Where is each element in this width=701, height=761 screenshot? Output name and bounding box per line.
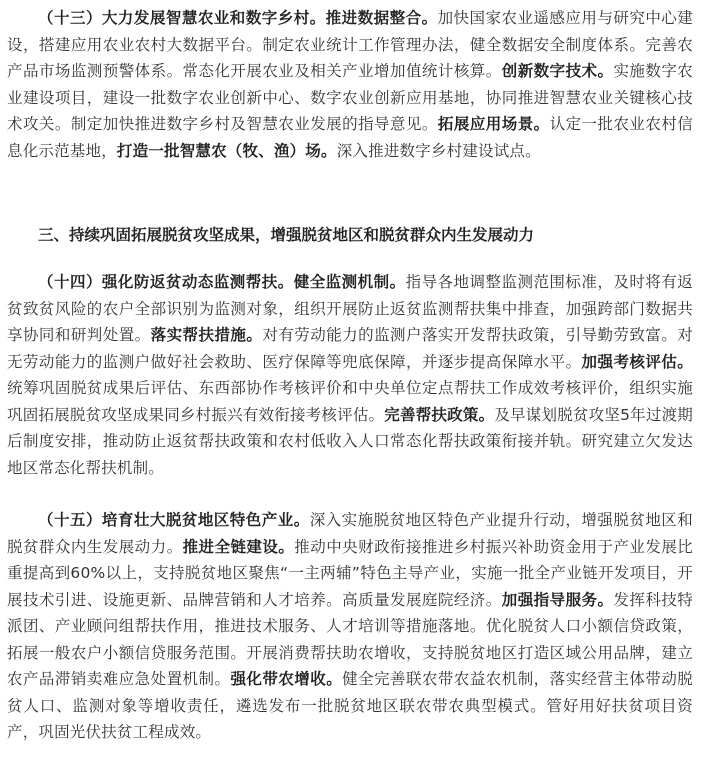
section-15-text-2: 推动中央财政衔接推进乡村振兴补助资金用于产业发展比重提高到60%以上，支持脱贫地区聚焦“一主两辅”特色主导产业，实施一批全产业链开发项目，开展技术引进、设施更新、品牌营销和人才培养。高质量发展庭院经济。: [7, 537, 693, 609]
section-13-subtitle-innovate: 创新数字技术。: [501, 62, 614, 80]
section-14-paragraph: [7, 269, 693, 481]
section-15-subtitle-chain: 推进全链建设。: [182, 537, 295, 556]
section-15-paragraph: [7, 507, 693, 746]
section-13-text-2: 实施数字农业建设项目，建设一批数字农业创新中心、数字农业创新应用基地，协同推进智慧农业关键核心技术攻关。制定加快推进数字乡村及智慧农业发展的指导意见。: [7, 62, 693, 133]
section-14-subtitle-policy: 完善帮扶政策。: [384, 405, 495, 424]
section-13-paragraph: [7, 5, 693, 164]
section-14-subtitle-measures: 落实帮扶措施。: [150, 326, 263, 344]
section-13-text-3: 认定一批农业农村信息化示范基地，: [7, 115, 693, 160]
section-13-text-4: 深入推进数字乡村建设试点。: [336, 141, 541, 160]
section-14-subtitle-assessment: 加强考核评估。: [581, 352, 694, 371]
section-15-subtitle-guidance: 加强指导服务。: [501, 590, 614, 609]
section-15-title: （十五）培育壮大脱贫地区特色产业。: [38, 511, 310, 529]
section-14-text-1: 指导各地调整监测范围标准，及时将有返贫致贫风险的农户全部识别为监测对象，组织开展防止返贫监测帮扶集中排查，加强跨部门数据共享协同和研判处置。: [7, 273, 693, 344]
section-13-subtitle-smart-farm: 打造一批智慧农（牧、渔）场。: [116, 141, 337, 160]
section-15-text-3: 发挥科技特派团、产业顾问组帮扶作用，推进技术服务、人才培训等措施落地。优化脱贫人口小额信贷政策，拓展一般农户小额信贷服务范围。开展消费帮扶助农增收，支持脱贫地区打造区域公用品牌，建立农产品滞销卖难应急处置机制。: [7, 590, 693, 688]
section-13-text-1: 加快国家农业遥感应用与研究中心建设，搭建应用农业农村大数据平台。制定农业统计工作管理办法，健全数据安全制度体系。完善农产品市场监测预警体系。常态化开展农业及相关产业增加值统计核算。: [7, 9, 693, 80]
section-15-text-4: 健全完善联农带农益农机制，落实经营主体带动脱贫人口、监测对象等增收责任，遴选发布一批脱贫地区联农带农典型模式。管好用好扶贫项目资产，巩固光伏扶贫工程成效。: [7, 670, 693, 741]
section-13-subtitle-expand: 拓展应用场景。: [437, 115, 550, 133]
section-14-text-2: 对有劳动能力的监测户落实开发帮扶政策，引导勤劳致富。对无劳动能力的监测户做好社会救助、医疗保障等兜底保障，并逐步提高保障水平。: [7, 326, 693, 371]
section-15-subtitle-income: 强化带农增收。: [230, 670, 343, 688]
section-14-text-3: 统筹巩固脱贫成果后评估、东西部协作考核评价和中央单位定点帮扶工作成效考核评价，组织实施巩固拓展脱贫攻坚成果同乡村振兴有效衔接考核评估。: [7, 379, 693, 424]
section-15-text-1: 深入实施脱贫地区特色产业提升行动，增强脱贫地区和脱贫群众内生发展动力。: [7, 511, 693, 556]
section-14-text-4: 及早谋划脱贫攻坚5年过渡期后制度安排，推动防止返贫帮扶政策和农村低收入人口常态化帮扶政策衔接并轨。研究建立欠发达地区常态化帮扶机制。: [7, 405, 694, 477]
section-13-title: （十三）大力发展智慧农业和数字乡村。推进数据整合。: [38, 9, 438, 27]
chapter-3-heading: 三、持续巩固拓展脱贫攻坚成果，增强脱贫地区和脱贫群众内生发展动力: [38, 226, 535, 244]
section-14-title: （十四）强化防返贫动态监测帮扶。健全监测机制。: [38, 273, 406, 291]
